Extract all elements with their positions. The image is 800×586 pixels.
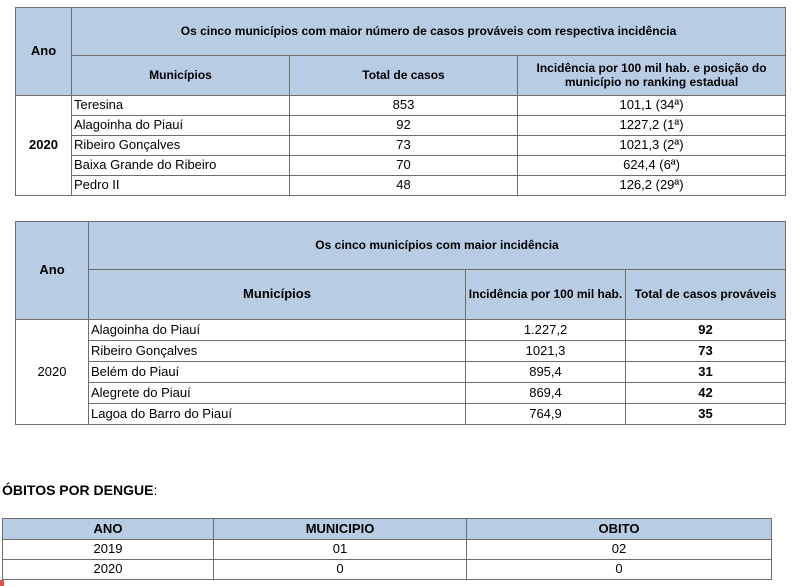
municipio-cell: Alegrete do Piauí (89, 383, 466, 404)
col-total-casos: Total de casos (290, 56, 518, 96)
total-cell: 92 (626, 320, 786, 341)
total-cell: 70 (290, 156, 518, 176)
incidencia-cell: 101,1 (34ª) (518, 96, 786, 116)
incidencia-cell: 1021,3 (466, 341, 626, 362)
table-row (16, 116, 786, 136)
municipio-cell: Teresina (72, 96, 290, 116)
table-title: Os cinco municípios com maior número de casos prováveis com respectiva incidência (72, 8, 786, 56)
table-row (16, 404, 786, 425)
table-row (16, 136, 786, 156)
incidencia-cell: 126,2 (29ª) (518, 176, 786, 196)
incidencia-cell: 895,4 (466, 362, 626, 383)
total-cell: 73 (290, 136, 518, 156)
table-row (16, 320, 786, 341)
col-municipios: Municípios (89, 270, 466, 320)
table-row (16, 156, 786, 176)
municipio-cell: 01 (214, 540, 467, 560)
ano-cell: 2019 (3, 540, 214, 560)
red-corner-mark (0, 580, 4, 586)
col-total-casos: Total de casos prováveis (626, 270, 786, 320)
incidencia-cell: 1021,3 (2ª) (518, 136, 786, 156)
table-row (16, 176, 786, 196)
year-cell: 2020 (16, 320, 89, 425)
table-row (3, 540, 772, 560)
cases-table (15, 7, 786, 196)
obito-cell: 0 (467, 560, 772, 580)
table-title: Os cinco municípios com maior incidência (89, 222, 786, 270)
table-row (16, 341, 786, 362)
municipio-cell: Pedro II (72, 176, 290, 196)
incidencia-cell: 1.227,2 (466, 320, 626, 341)
ano-header: Ano (16, 8, 72, 96)
municipio-cell: Ribeiro Gonçalves (72, 136, 290, 156)
table-row (3, 560, 772, 580)
obito-cell: 02 (467, 540, 772, 560)
total-cell: 35 (626, 404, 786, 425)
col-obito: OBITO (467, 519, 772, 540)
municipio-cell: Lagoa do Barro do Piauí (89, 404, 466, 425)
incidencia-cell: 764,9 (466, 404, 626, 425)
municipio-cell: 0 (214, 560, 467, 580)
deaths-title-colon: : (153, 482, 158, 498)
municipio-cell: Ribeiro Gonçalves (89, 341, 466, 362)
col-incidencia: Incidência por 100 mil hab. (466, 270, 626, 320)
incidencia-cell: 1227,2 (1ª) (518, 116, 786, 136)
incidence-table (15, 221, 786, 425)
incidencia-cell: 869,4 (466, 383, 626, 404)
incidencia-cell: 624,4 (6ª) (518, 156, 786, 176)
municipio-cell: Baixa Grande do Ribeiro (72, 156, 290, 176)
total-cell: 92 (290, 116, 518, 136)
municipio-cell: Belém do Piauí (89, 362, 466, 383)
municipio-cell: Alagoinha do Piauí (89, 320, 466, 341)
deaths-title-text: ÓBITOS POR DENGUE (2, 482, 154, 498)
table-row (16, 362, 786, 383)
deaths-table (2, 518, 772, 580)
ano-header: Ano (16, 222, 89, 320)
col-incidencia: Incidência por 100 mil hab. e posição do município no ranking estadual (518, 56, 786, 96)
total-cell: 73 (626, 341, 786, 362)
col-municipio: MUNICIPIO (214, 519, 467, 540)
total-cell: 31 (626, 362, 786, 383)
municipio-cell: Alagoinha do Piauí (72, 116, 290, 136)
ano-cell: 2020 (3, 560, 214, 580)
total-cell: 48 (290, 176, 518, 196)
col-municipios: Municípios (72, 56, 290, 96)
col-ano: ANO (3, 519, 214, 540)
table-row (16, 96, 786, 116)
deaths-section-title (2, 482, 157, 498)
table-row (16, 383, 786, 404)
year-cell: 2020 (16, 96, 72, 196)
total-cell: 42 (626, 383, 786, 404)
total-cell: 853 (290, 96, 518, 116)
